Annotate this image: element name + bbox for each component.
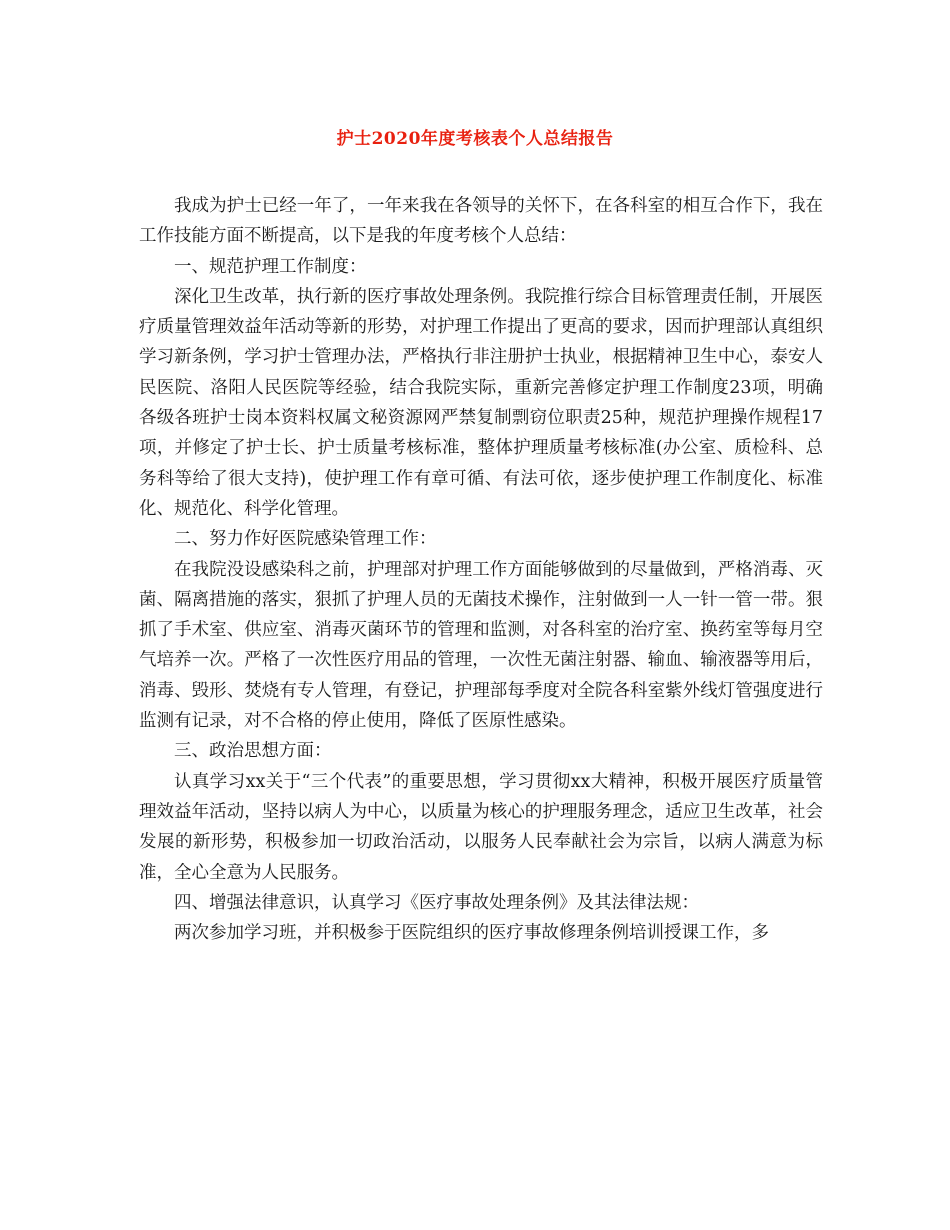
- paragraph-section-1: 深化卫生改革，执行新的医疗事故处理条例。我院推行综合目标管理责任制，开展医疗质量管理效益年活动等新的形势，对护理工作提出了更高的要求，因而护理部认真组织学习新条例，学习护士管理办法，严格执行非注册护士执业，根据精神卫生中心，泰安人民医院、洛阳人民医院等经验，结合我院实际，重新完善修定护理工作制度23项，明确各级各班护士岗本资料权属文秘资源网严禁复制剽窃位职责25种，规范护理操作规程17项，并修定了护士长、护士质量考核标准，整体护理质量考核标准(办公室、质检科、总务科等给了很大支持)，使护理工作有章可循、有法可依，逐步使护理工作制度化、标准化、规范化、科学化管理。: [139, 286, 823, 519]
- paragraph-section-3: 认真学习xx关于“三个代表”的重要思想，学习贯彻xx大精神，积极开展医疗质量管理效益年活动，坚持以病人为中心，以质量为核心的护理服务理念，适应卫生改革，社会发展的新形势，积极参加一切政治活动，以服务人民奉献社会为宗旨，以病人满意为标准，全心全意为人民服务。: [139, 771, 823, 883]
- paragraph-intro: 我成为护士已经一年了，一年来我在各领导的关怀下，在各科室的相互合作下，我在工作技能方面不断提高，以下是我的年度考核个人总结：: [139, 196, 823, 247]
- document-title: 护士2020年度考核表个人总结报告: [336, 129, 614, 149]
- section-heading-3: 三、政治思想方面：: [174, 741, 332, 762]
- document-body: [139, 191, 823, 948]
- section-heading-2: 二、努力作好医院感染管理工作：: [174, 529, 437, 550]
- section-heading-1: 一、规范护理工作制度：: [174, 256, 367, 277]
- paragraph-section-4: 两次参加学习班，并积极参于医院组织的医疗事故修理条例培训授课工作，多: [174, 923, 769, 944]
- section-heading-4: 四、增强法律意识，认真学习《医疗事故处理条例》及其法律法规：: [174, 892, 699, 913]
- paragraph-section-2: 在我院没设感染科之前，护理部对护理工作方面能够做到的尽量做到，严格消毒、灭菌、隔离措施的落实，狠抓了护理人员的无菌技术操作，注射做到一人一针一管一带。狠抓了手术室、供应室、消毒灭菌环节的管理和监测，对各科室的治疗室、换药室等每月空气培养一次。严格了一次性医疗用品的管理，一次性无菌注射器、输血、输液器等用后，消毒、毁形、焚烧有专人管理，有登记，护理部每季度对全院各科室紫外线灯管强度进行监测有记录，对不合格的停止使用，降低了医原性感染。: [139, 559, 823, 732]
